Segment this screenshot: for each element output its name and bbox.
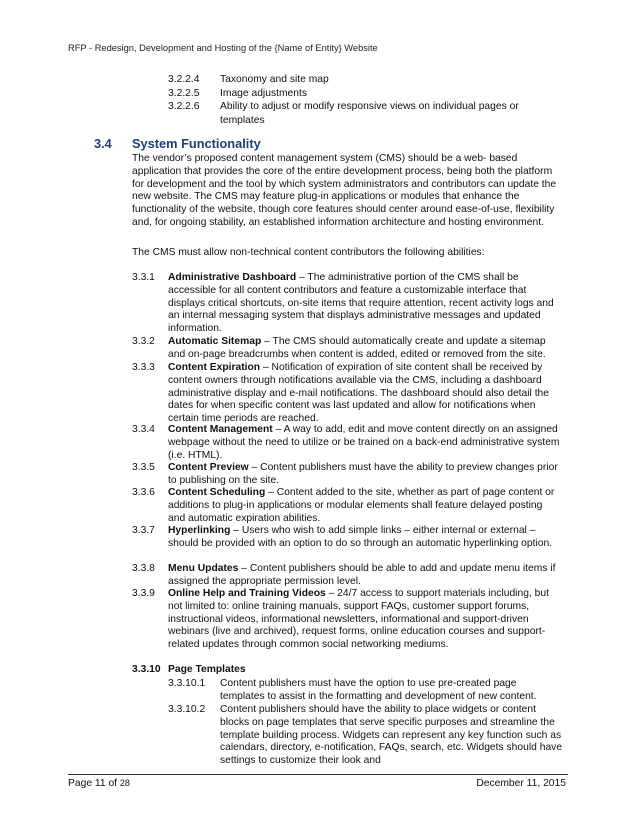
item-body	[168, 272, 560, 336]
subitem-3-2-2-4	[168, 73, 329, 87]
item-title: Menu Updates	[168, 563, 239, 574]
item-body	[168, 563, 560, 589]
item-number: 3.3.5	[132, 462, 155, 473]
item-number: 3.3.8	[132, 563, 155, 574]
item-text: – Content publishers should be able to add and update menu items if assigned the appropriate permission level.	[168, 563, 556, 587]
item-number: 3.3.3	[132, 362, 155, 373]
subitem-number: 3.3.10.1	[168, 678, 206, 689]
footer-date: December 11, 2015	[476, 778, 566, 789]
subitem-3-2-2-6	[168, 100, 519, 126]
item-text: – Content publishers must have the ability to preview changes prior to publishing on the site.	[168, 462, 558, 486]
subitem-text: Image adjustments	[220, 88, 307, 99]
subitem-number: 3.3.10.2	[168, 704, 206, 715]
item-title: Content Expiration	[168, 362, 261, 373]
section-intro: The vendor’s proposed content management system (CMS) should be a web- based application that provides the core of the entire development process, being both the platform for development and the tool by which system administrators and contributors can update the new website. The CMS may feature plug-in applications or modules that enhance the functionality of the website, though core features should center around ease-of-use, flexibility and, for ongoing stability, an established information architecture and hosting environment.	[132, 153, 557, 228]
section-number: 3.4	[94, 136, 112, 151]
item-number: 3.3.10	[132, 664, 161, 675]
item-body	[168, 487, 560, 525]
section-lead: The CMS must allow non-technical content contributors the following abilities:	[132, 247, 485, 258]
subitem-number: 3.2.2.6	[168, 101, 200, 112]
subitem-text: Content publishers must have the option to use pre-created page templates to assist in the formatting and development of new content.	[220, 678, 537, 702]
item-title: Content Scheduling	[168, 487, 266, 498]
item-title: Content Preview	[168, 462, 249, 473]
page-label: Page 11 of	[68, 778, 118, 789]
subitem-number: 3.2.2.5	[168, 88, 200, 99]
page-total: 28	[119, 778, 130, 788]
item-number: 3.3.9	[132, 588, 155, 599]
subitem-text: Content publishers should have the ability to place widgets or content blocks on page templates that serve specific purposes and streamline the template building process. Widgets can represent any key function such as calendars, directory, e-notification, FAQs, search, etc. Widgets should have settings to customize their look and	[220, 704, 563, 767]
item-title: Page Templates	[168, 664, 246, 675]
item-body	[168, 462, 560, 488]
page-number	[68, 778, 130, 789]
subitem-text: Ability to adjust or modify responsive views on individual pages or templates	[220, 101, 519, 126]
item-body	[168, 336, 560, 362]
item-number: 3.3.6	[132, 487, 155, 498]
item-body	[168, 424, 560, 462]
item-text: – The administrative portion of the CMS shall be accessible for all content contributors and feature a customizable interface that displays critical shortcuts, on-site items that require attention, recent activity logs and an internal messaging system that displays administrative messages and updated information.	[168, 272, 554, 335]
item-text: – A way to add, edit and move content directly on an assigned webpage without the need to utilize or be trained on a back-end administrative system (i.e. HTML).	[168, 424, 560, 461]
item-title: Automatic Sitemap	[168, 336, 262, 347]
item-number: 3.3.4	[132, 424, 155, 435]
item-number: 3.3.1	[132, 272, 155, 283]
item-body	[168, 362, 560, 426]
subitem-3-2-2-5	[168, 87, 307, 101]
item-body	[168, 588, 560, 652]
footer-divider	[68, 774, 568, 775]
item-title: Online Help and Training Videos	[168, 588, 326, 599]
item-body	[168, 664, 560, 677]
item-number: 3.3.2	[132, 336, 155, 347]
item-text: – Notification of expiration of site content shall be received by content owners through notifications available via the CMS, including a dashboard administrative display and e-mail notifications. The dashboard should also detail the dates for when specific content was last updated and allow for notifications when certain time periods are reached.	[168, 362, 550, 425]
subitem-number: 3.2.2.4	[168, 74, 200, 85]
running-header: RFP - Redesign, Development and Hosting of the {Name of Entity} Website	[68, 43, 378, 53]
item-text: – 24/7 access to support materials including, but not limited to: online training manuals, support FAQs, customer support forums, instructional videos, informational newsletters, informational and support-driven webinars (live and archived), request forms, online education courses and support-related updates through common social networking mediums.	[168, 588, 549, 651]
item-text: – The CMS should automatically create and update a sitemap and on-page breadcrumbs when content is added, edited or removed from the site.	[168, 336, 546, 360]
section-title: System Functionality	[132, 136, 261, 151]
item-body	[168, 525, 560, 551]
item-text: – Users who wish to add simple links – either internal or external – should be provided with an option to do so through an automatic hyperlinking option.	[168, 525, 553, 549]
item-title: Hyperlinking	[168, 525, 231, 536]
subitem-text: Taxonomy and site map	[220, 74, 329, 85]
item-title: Content Management	[168, 424, 273, 435]
item-text: – Content added to the site, whether as part of page content or additions to plug-in applications or modular elements shall feature delayed posting and automatic expiration abilities.	[168, 487, 555, 524]
section-heading	[94, 136, 261, 151]
item-title: Administrative Dashboard	[168, 272, 297, 283]
item-number: 3.3.7	[132, 525, 155, 536]
